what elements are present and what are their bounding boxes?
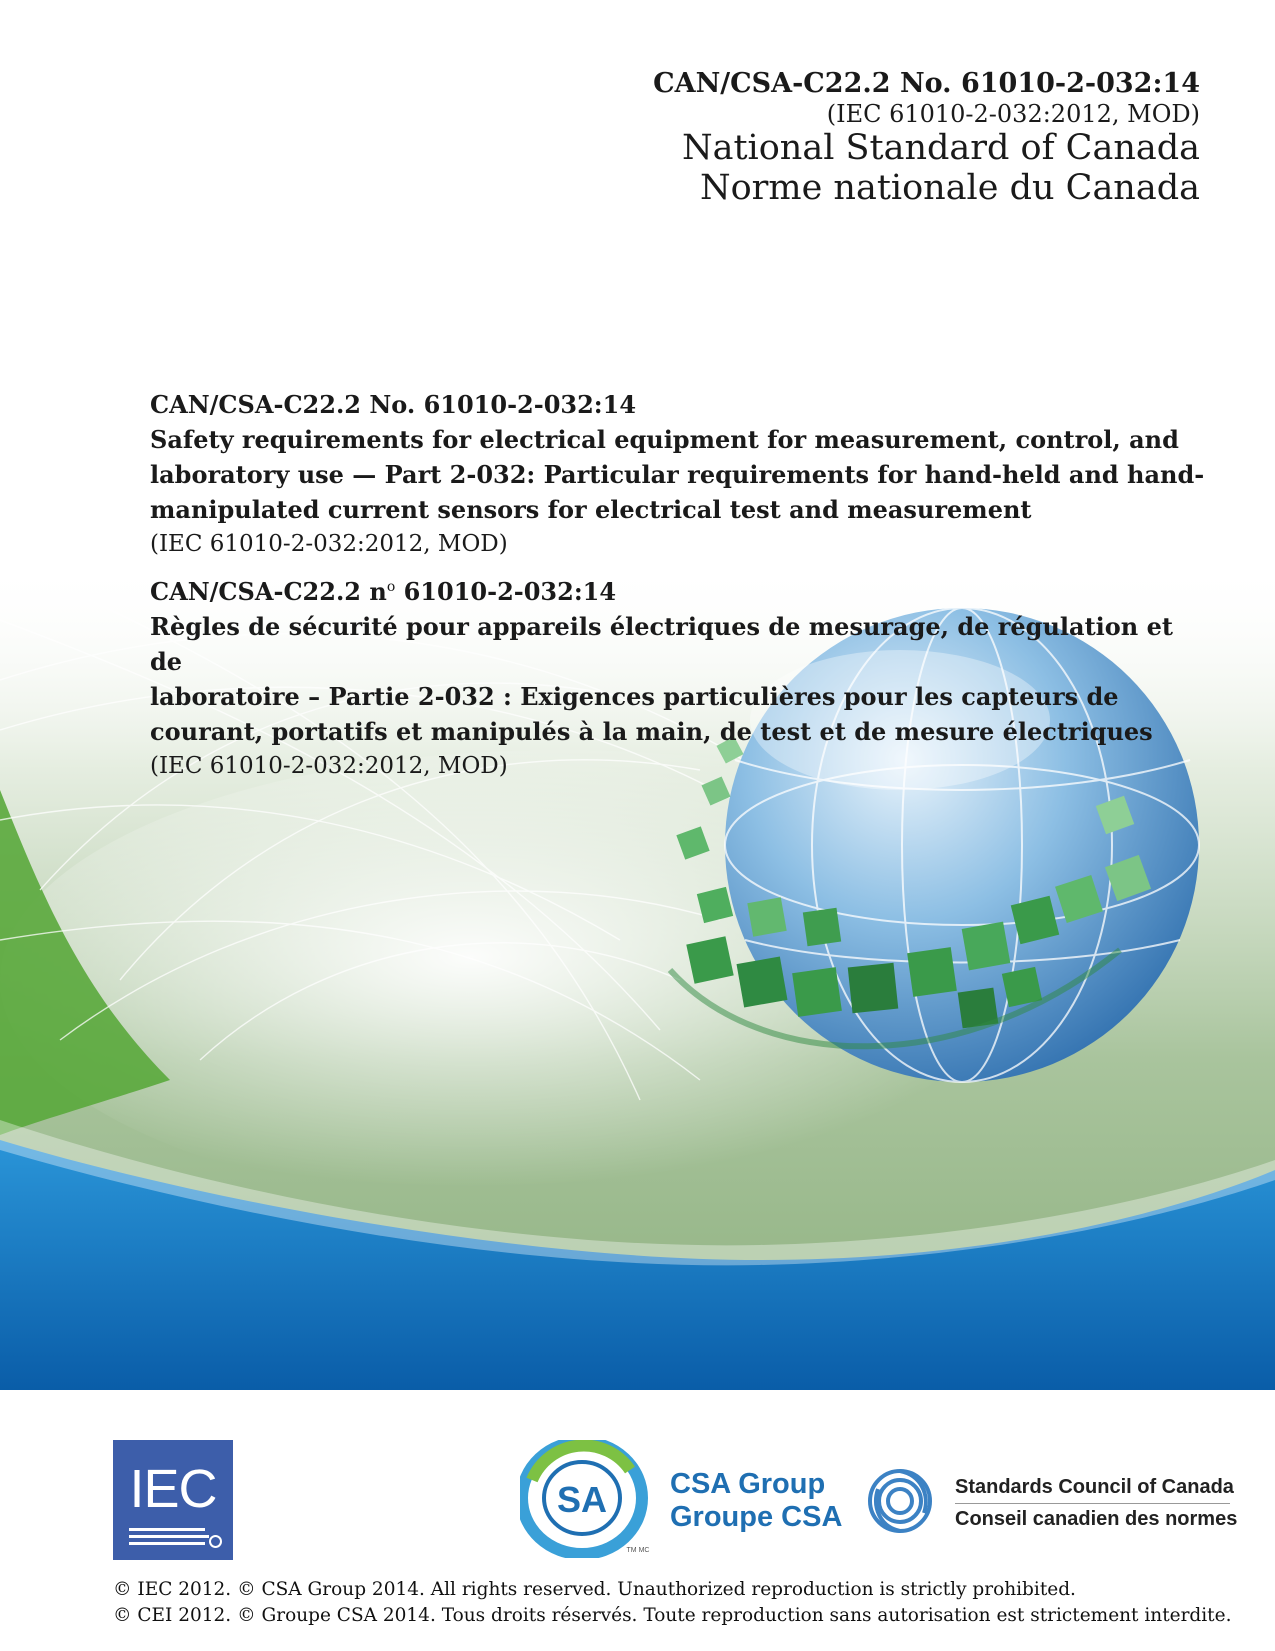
csa-logo-text xyxy=(670,1468,842,1534)
scc-line2: Conseil canadien des normes xyxy=(955,1508,1238,1530)
csa-line2: Groupe CSA xyxy=(670,1501,843,1533)
iec-logo xyxy=(113,1440,233,1560)
french-iec-reference: (IEC 61010-2-032:2012, MOD) xyxy=(150,753,508,779)
scc-logo-icon xyxy=(866,1455,936,1547)
french-code xyxy=(150,570,1210,609)
scc-line1: Standards Council of Canada xyxy=(955,1476,1234,1498)
french-title-line: laboratoire – Partie 2-032 : Exigences particulières pour les capteurs de xyxy=(150,682,1119,711)
csa-logo-icon xyxy=(520,1440,650,1558)
document-header xyxy=(653,68,1200,208)
iec-reference: (IEC 61010-2-032:2012, MOD) xyxy=(826,100,1200,128)
document-titles xyxy=(150,388,1210,792)
national-standard-en: National Standard of Canada xyxy=(681,128,1200,168)
copyright-fr: © CEI 2012. © Groupe CSA 2014. Tous droits réservés. Toute reproduction sans autorisation est strictement interdite. xyxy=(113,1605,1232,1626)
csa-trademark: TM MC xyxy=(626,1547,650,1554)
english-title-line: laboratory use — Part 2-032: Particular requirements for hand-held and hand- xyxy=(150,460,1205,489)
scc-divider xyxy=(955,1503,1230,1504)
svg-text:SA: SA xyxy=(556,1479,608,1520)
french-title-block xyxy=(150,570,1210,783)
copyright-en: © IEC 2012. © CSA Group 2014. All rights reserved. Unauthorized reproduction is strictly prohibited. xyxy=(113,1579,1076,1600)
csa-line1: CSA Group xyxy=(670,1468,826,1500)
national-standard-fr: Norme nationale du Canada xyxy=(699,168,1200,208)
english-iec-reference: (IEC 61010-2-032:2012, MOD) xyxy=(150,531,508,557)
english-code: CAN/CSA-C22.2 No. 61010-2-032:14 xyxy=(150,390,637,419)
english-title-block xyxy=(150,388,1210,561)
english-title-line: Safety requirements for electrical equipment for measurement, control, and xyxy=(150,425,1179,454)
french-title-line: courant, portatifs et manipulés à la main, de test et de mesure électriques xyxy=(150,717,1153,746)
french-title-line: Règles de sécurité pour appareils électriques de mesurage, de régulation et de xyxy=(150,612,1173,676)
french-code-suffix: 61010-2-032:14 xyxy=(395,577,617,606)
iec-logo-text: IEC xyxy=(129,1459,217,1519)
standard-code: CAN/CSA-C22.2 No. 61010-2-032:14 xyxy=(653,68,1200,99)
copyright-footer xyxy=(113,1577,1231,1629)
french-code-ordinal: o xyxy=(386,579,396,595)
french-code-prefix: CAN/CSA-C22.2 n xyxy=(150,577,387,606)
english-title-line: manipulated current sensors for electrical test and measurement xyxy=(150,495,1032,524)
